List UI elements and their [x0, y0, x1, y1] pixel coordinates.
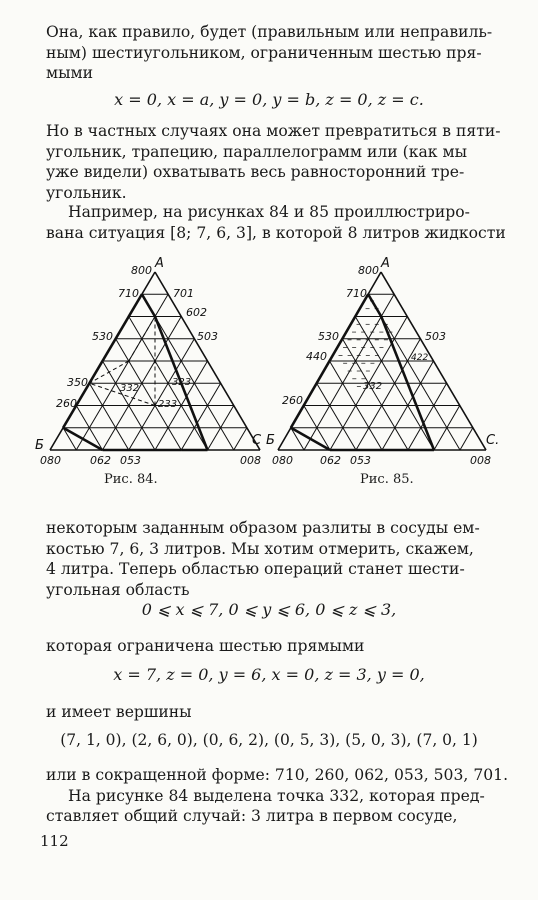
paragraph-5 [46, 636, 498, 657]
region-boundary [142, 294, 155, 316]
text-line: мыми [46, 64, 94, 82]
label: 503 [425, 330, 446, 343]
text-line: или в сокращенной форме: 710, 260, 062, 053, 503, 701. [46, 766, 509, 784]
text-line: некоторым заданным образом разлиты в сосуды ем- [46, 519, 480, 537]
figure-85-caption: Рис. 85. [360, 472, 414, 487]
region-boundary [368, 294, 381, 316]
formula-vertices: (7, 1, 0), (2, 6, 0), (0, 6, 2), (0, 5, 3), (5, 0, 3), (7, 0, 1) [60, 731, 478, 749]
label: 602 [186, 306, 207, 319]
label: 008 [240, 454, 261, 467]
label: 233 [158, 399, 178, 410]
paragraph-7 [46, 765, 509, 827]
text-line: Например, на рисунках 84 и 85 проиллюстриро- [68, 203, 470, 221]
label: 332 [120, 383, 140, 394]
text-line: вана ситуация [8; 7, 6, 3], в которой 8 литров жидкости [46, 223, 506, 242]
text-line: Но в частных случаях она может превратиться в пяти- [46, 122, 501, 140]
paragraph-4 [46, 518, 498, 600]
text-line: 4 литра. Теперь областью операций станет шести- [46, 560, 465, 578]
label: 710 [346, 287, 367, 300]
label: 710 [118, 287, 139, 300]
text-line: На рисунке 84 выделена точка 332, которая пред- [68, 786, 485, 805]
text-line: костью 7, 6, 3 литров. Мы хотим отмерить, скажем, [46, 539, 474, 558]
text-line: угольник. [46, 183, 127, 202]
label: 530 [92, 330, 113, 343]
label: 332 [363, 381, 383, 392]
label: 701 [173, 287, 194, 300]
page-number: 112 [40, 832, 69, 850]
figure-85-triangle-diagram [262, 252, 508, 474]
region-boundary [291, 428, 330, 450]
label: 062 [320, 454, 341, 467]
formula-bounding-lines: x = 7, z = 0, y = 6, x = 0, z = 3, y = 0, [113, 665, 425, 684]
label: 350 [67, 376, 88, 389]
text-line: угольник, трапецию, параллелограмм или (как мы [46, 142, 468, 161]
paragraph-2 [46, 121, 501, 203]
label: Б [35, 438, 44, 453]
text-line: Она, как правило, будет (правильным или неправиль- [46, 23, 493, 41]
label: 422 [411, 353, 429, 363]
label: 530 [318, 330, 339, 343]
grid-line [234, 428, 247, 450]
label: 008 [470, 454, 491, 467]
label: 503 [197, 330, 218, 343]
label: 260 [282, 394, 303, 407]
text-line: и имеет вершины [46, 703, 192, 721]
paragraph-6 [46, 702, 498, 723]
formula-inequalities: 0 ⩽ x ⩽ 7, 0 ⩽ y ⩽ 6, 0 ⩽ z ⩽ 3, [141, 600, 397, 619]
grid-line [181, 383, 220, 450]
label: 323 [172, 377, 192, 388]
label: 080 [40, 454, 61, 467]
label: A [155, 256, 164, 271]
label: 440 [306, 350, 327, 363]
label: A [381, 256, 390, 271]
label: 053 [120, 454, 141, 467]
label: 800 [358, 264, 379, 277]
figure-84-caption: Рис. 84. [104, 472, 158, 487]
label: C. [486, 433, 500, 448]
paragraph-1 [46, 22, 498, 84]
label: 080 [272, 454, 293, 467]
text-line: угольная область [46, 580, 190, 599]
label: Б [266, 433, 275, 448]
grid-line [460, 428, 473, 450]
label: 062 [90, 454, 111, 467]
paragraph-3 [46, 202, 506, 243]
region-boundary [63, 428, 102, 450]
text-line: ставляет общий случай: 3 литра в первом сосуде, [46, 807, 458, 825]
label: 053 [350, 454, 371, 467]
text-line: ным) шестиугольником, ограниченным шестью пря- [46, 43, 482, 62]
formula-lines: x = 0, x = a, y = 0, y = b, z = 0, z = c. [114, 90, 424, 109]
figure-84-triangle-diagram [30, 252, 280, 474]
label: 260 [56, 397, 77, 410]
text-line: уже видели) охватывать весь равносторонний тре- [46, 163, 465, 181]
label: 800 [131, 264, 152, 277]
text-line: которая ограничена шестью прямыми [46, 637, 365, 655]
label: C [252, 433, 262, 448]
